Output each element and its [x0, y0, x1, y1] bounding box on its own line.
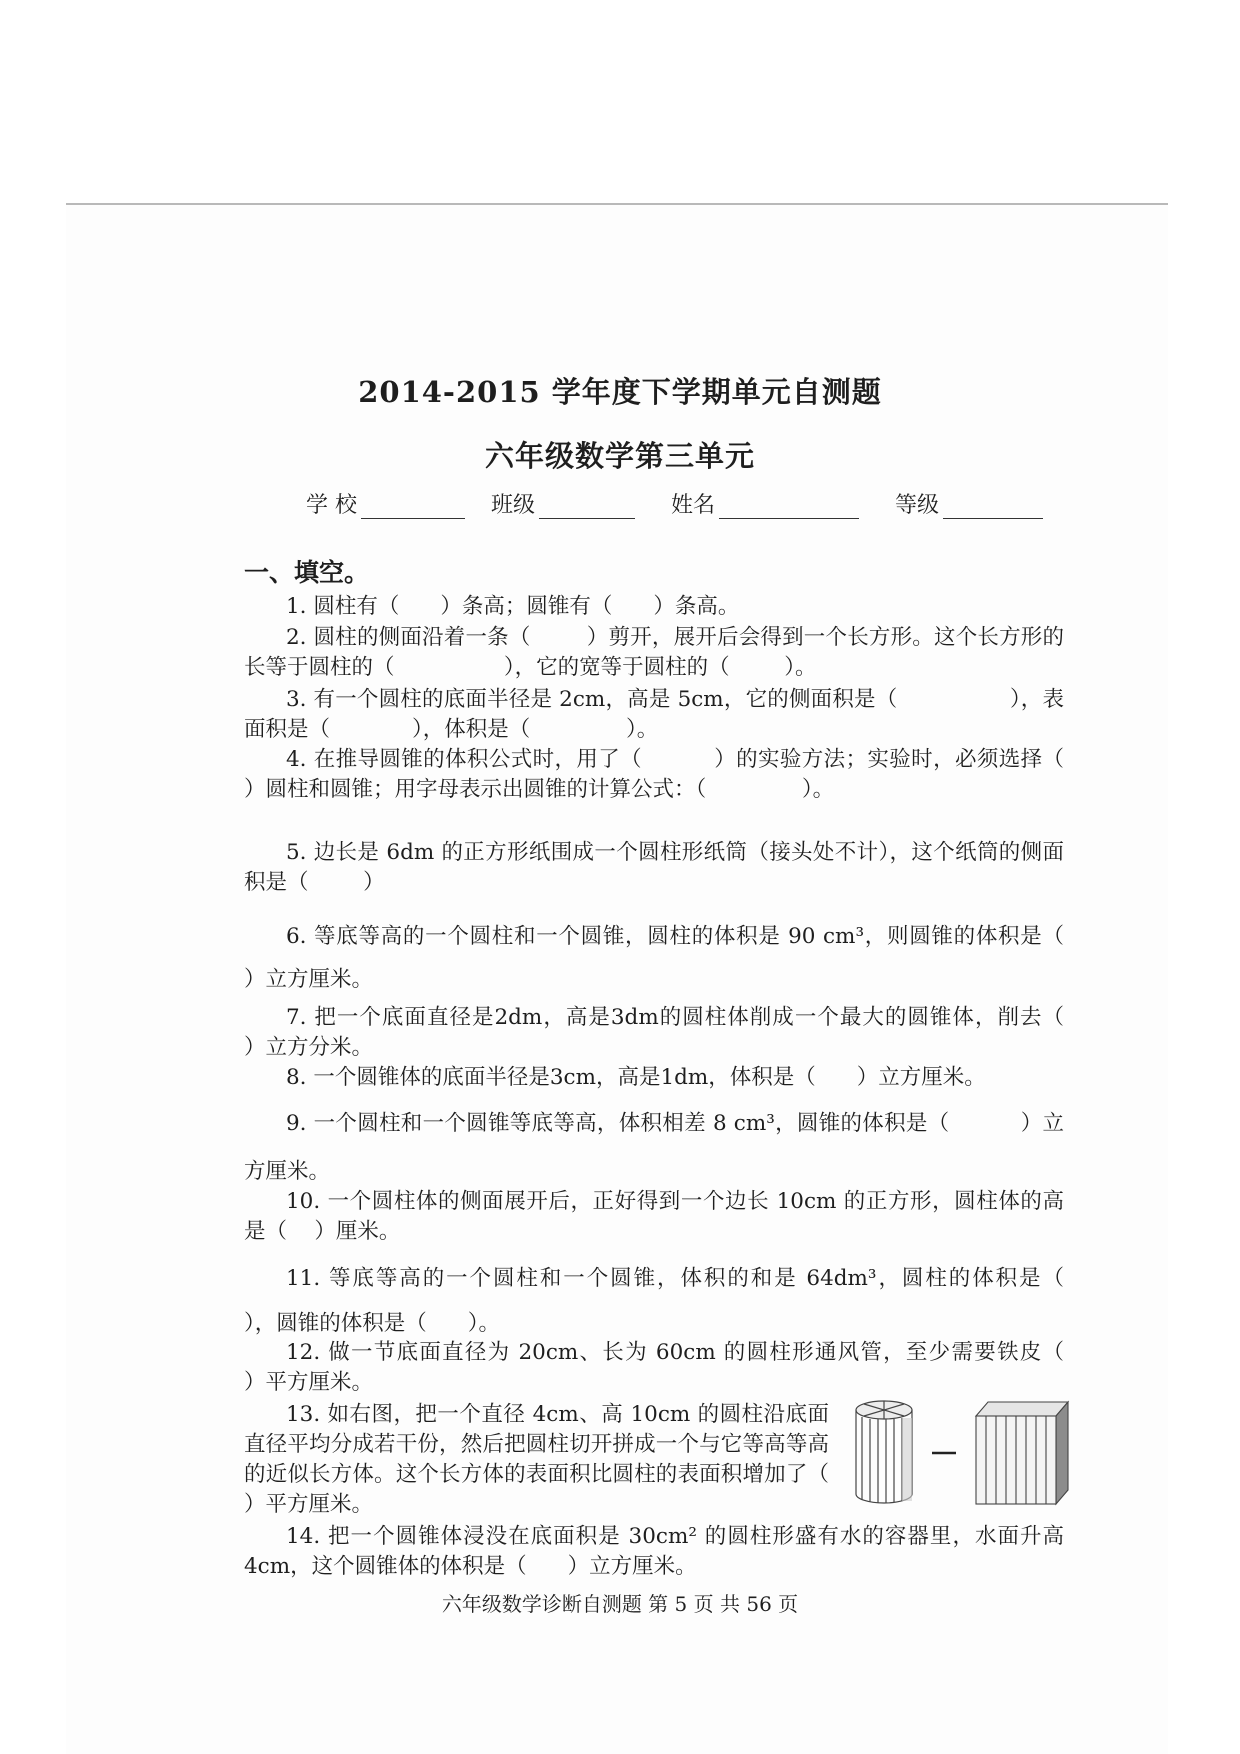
question-text: 3. 有一个圆柱的底面半径是 2cm，高是 5cm，它的侧面积是（ ），表面积是（ ），体积是（ ）。 [244, 687, 1064, 742]
cuboid-icon [976, 1402, 1068, 1504]
question-text: 13. 如右图，把一个直径 4cm、高 10cm 的圆柱沿底面直径平均分成若干份，然后把圆柱切开拼成一个与它等高等高的近似长方体。这个长方体的表面积比圆柱的表面积增加了（ ）平方厘米。 [244, 1402, 871, 1517]
grade-label: 等级 [895, 493, 940, 518]
name-blank[interactable] [719, 494, 859, 519]
section-heading: 一、填空。 [244, 558, 370, 587]
grade-blank[interactable] [943, 494, 1043, 519]
school-label: 学 校 [306, 493, 357, 518]
question-4 [244, 745, 1201, 805]
question-3 [244, 685, 1064, 745]
question-5 [244, 838, 1064, 898]
question-text: 8. 一个圆锥体的底面半径是3cm，高是1dm，体积是（ ）立方厘米。 [286, 1065, 986, 1090]
question-1 [244, 592, 1064, 622]
question-2 [244, 623, 1064, 683]
student-info-row [306, 488, 1069, 519]
question-text: 10. 一个圆柱体的侧面展开后，正好得到一个边长 10cm 的正方形，圆柱体的高是（ ）厘米。 [244, 1189, 1064, 1244]
question-text: 1. 圆柱有（ ）条高；圆锥有（ ）条高。 [286, 594, 740, 619]
question-text: 6. 等底等高的一个圆柱和一个圆锥，圆柱的体积是 90 cm³，则圆锥的体积是（ ）立方厘米。 [244, 924, 1106, 992]
cylinder-icon [856, 1401, 912, 1503]
question-text: 14. 把一个圆锥体浸没在底面积是 30cm² 的圆柱形盛有水的容器里，水面升高 4cm，这个圆锥体的体积是（ ）立方厘米。 [244, 1524, 1071, 1579]
question-11 [244, 1256, 1092, 1346]
page-title: 2014-2015 学年度下学期单元自测题 [358, 375, 882, 409]
question-12 [244, 1338, 1106, 1398]
question-13 [244, 1400, 871, 1520]
question-8 [244, 1063, 1064, 1093]
class-blank[interactable] [539, 494, 635, 519]
question-text: 12. 做一节底面直径为 20cm、长为 60cm 的圆柱形通风管，至少需要铁皮（ ）平方厘米。 [244, 1340, 1106, 1395]
question-text: 11. 等底等高的一个圆柱和一个圆锥，体积的和是 64dm³，圆柱的体积是（ ），圆锥的体积是（ ）。 [244, 1266, 1092, 1336]
question-text: 9. 一个圆柱和一个圆锥等底等高，体积相差 8 cm³，圆锥的体积是（ ）立方厘米。 [244, 1111, 1064, 1184]
page-footer: 六年级数学诊断自测题 第 5 页 共 56 页 [441, 1592, 799, 1616]
question-text: 4. 在推导圆锥的体积公式时，用了（ ）的实验方法；实验时，必须选择（ ）圆柱和圆锥；用字母表示出圆锥的计算公式：（ ）。 [244, 747, 1201, 802]
question-6 [244, 915, 1106, 1001]
question-7 [244, 1003, 1106, 1063]
question-text: 5. 边长是 6dm 的正方形纸围成一个圆柱形纸筒（接头处不计），这个纸筒的侧面积是（ ） [244, 840, 1064, 895]
class-label: 班级 [491, 493, 536, 518]
school-blank[interactable] [361, 494, 465, 519]
name-label: 姓名 [671, 493, 716, 518]
question-9 [244, 1100, 1064, 1196]
cylinder-to-cuboid-figure [850, 1398, 1090, 1508]
question-text: 2. 圆柱的侧面沿着一条（ ）剪开，展开后会得到一个长方形。这个长方形的长等于圆柱的（ ），它的宽等于圆柱的（ ）。 [244, 625, 1064, 680]
question-10 [244, 1187, 1064, 1247]
question-text: 7. 把一个底面直径是2dm，高是3dm的圆柱体削成一个最大的圆锥体，削去（ ）立方分米。 [244, 1005, 1106, 1060]
page-subtitle: 六年级数学第三单元 [484, 439, 755, 473]
question-14 [244, 1522, 1071, 1582]
